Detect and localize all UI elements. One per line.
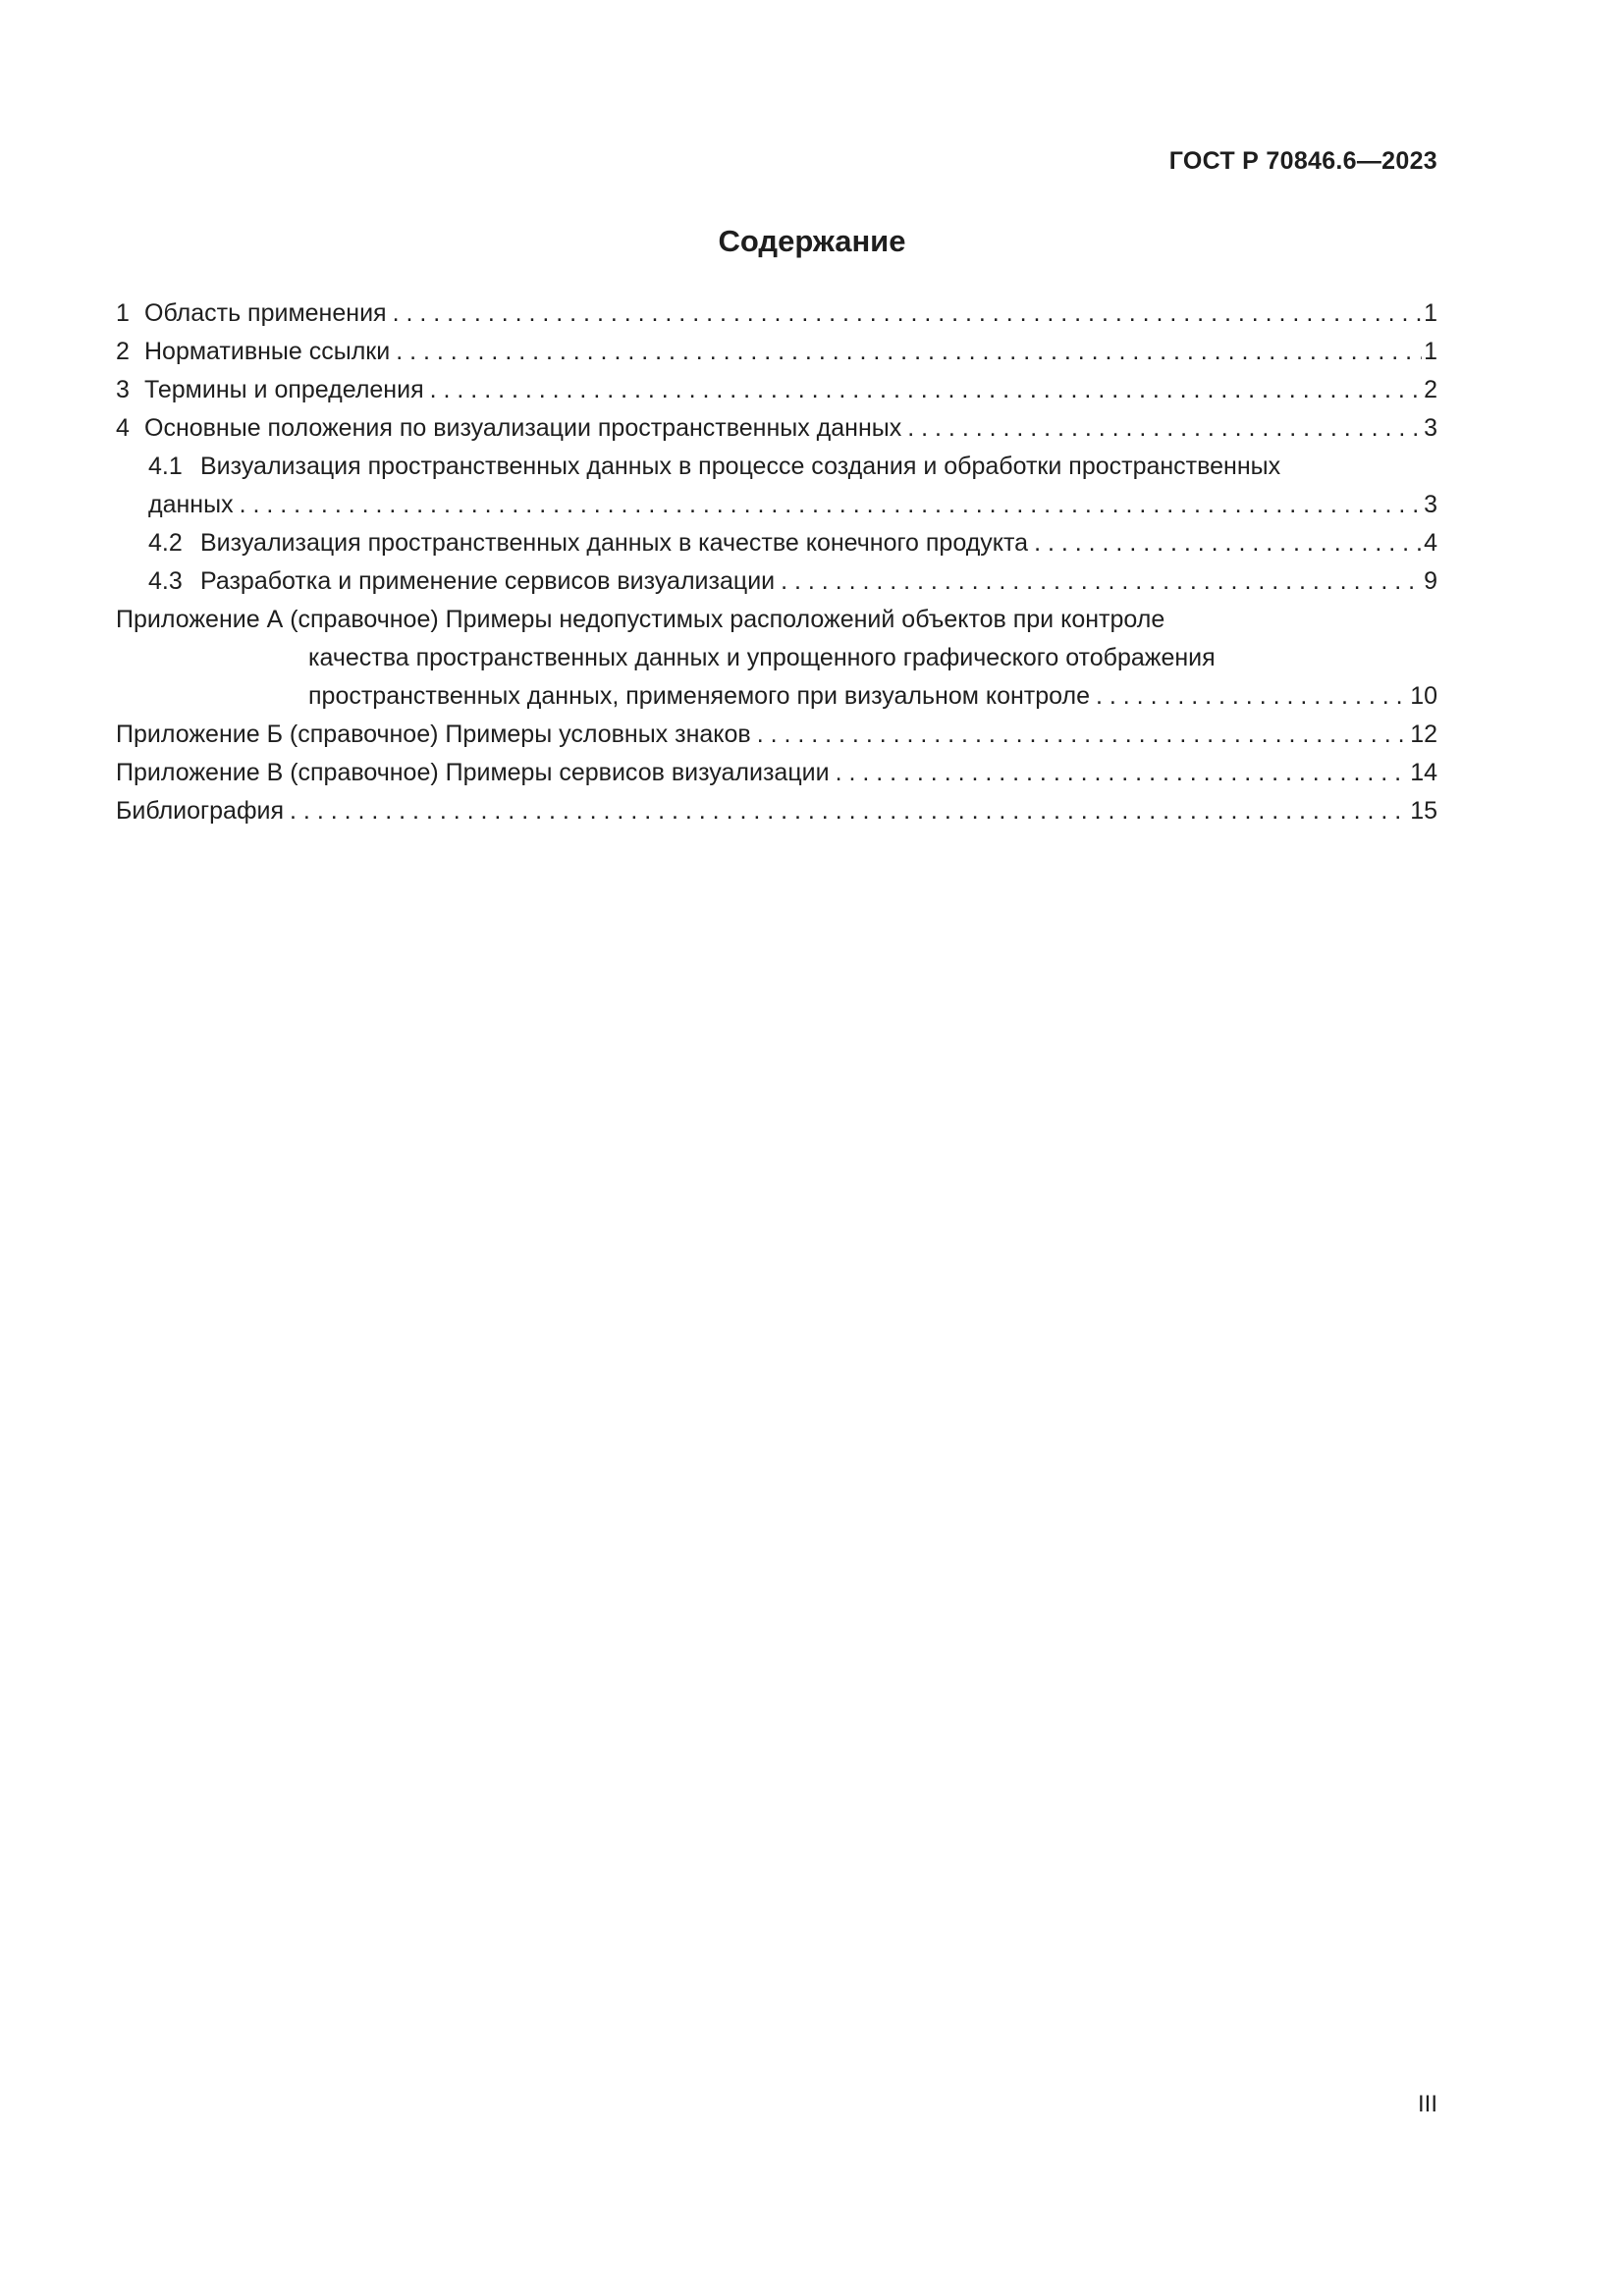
dot-leader (1096, 677, 1408, 716)
toc-entry-4-1-line2[interactable] (116, 486, 1437, 524)
toc-entry-text: Приложение А (справочное) Примеры недопустимых расположений объектов при контроле (116, 606, 1165, 633)
toc-entry-page: 2 (1424, 376, 1437, 403)
document-code: ГОСТ Р 70846.6—2023 (1168, 147, 1437, 175)
toc-entry-text: Основные положения по визуализации пространственных данных (144, 414, 902, 442)
toc-entry-text: данных (148, 491, 234, 518)
toc-entry-text: Приложение Б (справочное) Примеры условных знаков (116, 721, 751, 748)
toc-entry-page: 9 (1424, 567, 1437, 595)
toc-appendix-a-line3[interactable] (116, 677, 1437, 716)
toc-entry-text: Нормативные ссылки (144, 338, 391, 365)
dot-leader (757, 716, 1409, 754)
dot-leader (430, 371, 1422, 409)
toc-entry-page: 10 (1410, 682, 1437, 710)
toc-entry-text: Визуализация пространственных данных в процессе создания и обработки пространственных (200, 453, 1281, 480)
toc-entry-4-2[interactable] (116, 524, 1437, 562)
toc-entry-text: Визуализация пространственных данных в качестве конечного продукта (200, 529, 1029, 557)
toc-entry-text: Разработка и применение сервисов визуализации (200, 567, 776, 595)
dot-leader (907, 409, 1422, 448)
toc-entry-3[interactable] (116, 371, 1437, 409)
toc-entry-number: 4.1 (148, 453, 183, 480)
toc-entry-page: 4 (1424, 529, 1437, 557)
table-of-contents (116, 294, 1437, 830)
toc-entry-page: 3 (1424, 414, 1437, 442)
toc-entry-4-1-line1[interactable] (116, 448, 1437, 486)
dot-leader (836, 754, 1409, 792)
page-number: III (1417, 2091, 1437, 2117)
toc-entry-text: пространственных данных, применяемого при визуальном контроле (308, 682, 1090, 710)
toc-entry-text: Библиография (116, 797, 285, 825)
dot-leader (393, 294, 1423, 333)
toc-entry-number: 4 (116, 414, 130, 442)
toc-entry-page: 1 (1424, 299, 1437, 327)
toc-appendix-b[interactable] (116, 716, 1437, 754)
dot-leader (290, 792, 1408, 830)
toc-entry-page: 12 (1410, 721, 1437, 748)
toc-entry-1[interactable] (116, 294, 1437, 333)
toc-entry-number: 3 (116, 376, 130, 403)
toc-entry-page: 15 (1410, 797, 1437, 825)
toc-entry-text: Приложение В (справочное) Примеры сервисов визуализации (116, 759, 830, 786)
toc-bibliography[interactable] (116, 792, 1437, 830)
toc-appendix-a-line1[interactable] (116, 601, 1437, 639)
toc-entry-number: 4.2 (148, 529, 183, 557)
dot-leader (781, 562, 1422, 601)
toc-entry-text: Термины и определения (144, 376, 424, 403)
toc-entry-number: 2 (116, 338, 130, 365)
toc-entry-4[interactable] (116, 409, 1437, 448)
toc-entry-4-3[interactable] (116, 562, 1437, 601)
toc-entry-number: 1 (116, 299, 130, 327)
toc-entry-text: качества пространственных данных и упрощенного графического отображения (308, 644, 1216, 671)
dot-leader (1034, 524, 1422, 562)
toc-entry-number: 4.3 (148, 567, 183, 595)
toc-entry-text: Область применения (144, 299, 387, 327)
toc-appendix-a-line2[interactable] (116, 639, 1437, 677)
toc-entry-page: 14 (1410, 759, 1437, 786)
toc-entry-page: 1 (1424, 338, 1437, 365)
dot-leader (240, 486, 1423, 524)
toc-entry-2[interactable] (116, 333, 1437, 371)
toc-entry-page: 3 (1424, 491, 1437, 518)
toc-title: Содержание (718, 224, 906, 258)
toc-appendix-v[interactable] (116, 754, 1437, 792)
dot-leader (396, 333, 1422, 371)
